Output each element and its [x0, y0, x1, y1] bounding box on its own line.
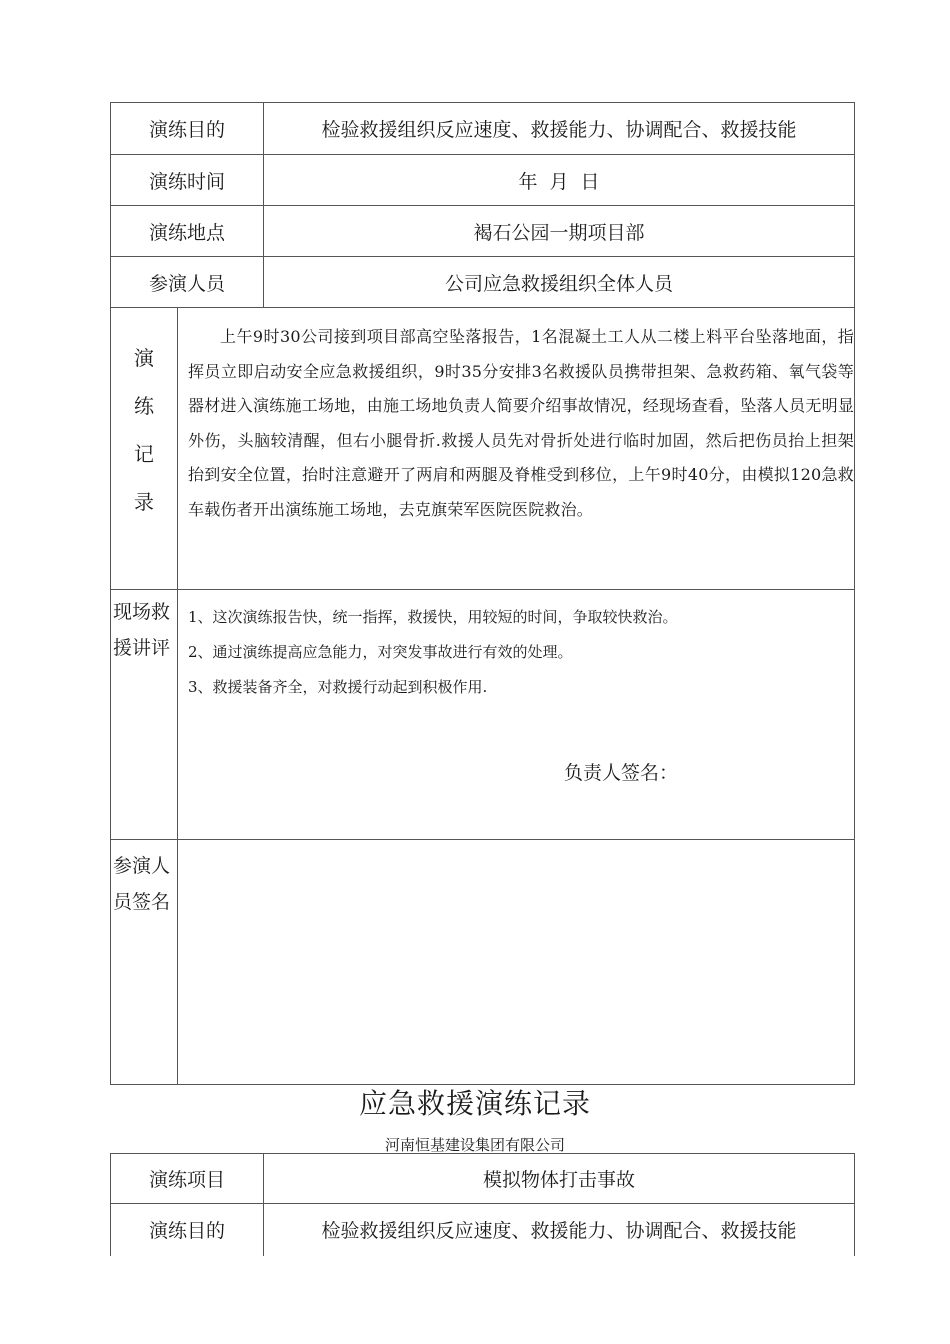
- table-row: [111, 155, 855, 206]
- record-label-char: 记: [134, 442, 154, 466]
- table-row: [111, 1154, 855, 1204]
- sign-area: [178, 840, 855, 1085]
- participants-label: 参演人员: [111, 257, 264, 308]
- purpose-value: 检验救援组织反应速度、救援能力、协调配合、救援技能: [264, 103, 855, 155]
- record-label-char: 练: [134, 394, 154, 418]
- company-name: 河南恒基建设集团有限公司: [384, 1136, 565, 1154]
- record-text-cell: [178, 308, 855, 590]
- table-row: [111, 1204, 855, 1256]
- drill-record-table-2: [110, 1153, 855, 1256]
- table-row: [111, 590, 855, 840]
- project-value: 模拟物体打击事故: [264, 1154, 855, 1204]
- purpose-value-2: 检验救援组织反应速度、救援能力、协调配合、救援技能: [264, 1204, 855, 1256]
- record-label-char: 演: [134, 346, 154, 370]
- record-label: [111, 308, 178, 590]
- table-row: [111, 103, 855, 155]
- table-row: [111, 840, 855, 1085]
- time-value: 年 月 日: [264, 155, 855, 206]
- record-text: 上午9时30公司接到项目部高空坠落报告，1名混凝土工人从二楼上料平台坠落地面，指挥员立即启动安全应急救援组织，9时35分安排3名救援队员携带担架、急救药箱、氧气袋等器材进入演练施工场地，由施工场地负责人简要介绍事故情况，经现场查看，坠落人员无明显外伤，头脑较清醒，但右小腿骨折.救援人员先对骨折处进行临时加固，然后把伤员抬上担架抬到安全位置，抬时注意避开了两肩和两腿及脊椎受到移位，上午9时40分，由模拟120急救车载伤者开出演练施工场地，去克旗荣军医院医院救治。: [188, 327, 855, 519]
- record-label-char: 录: [134, 490, 154, 514]
- purpose-label: 演练目的: [111, 103, 264, 155]
- comment-cell: [178, 590, 855, 840]
- sign-label: 参演人员签名: [111, 840, 178, 1085]
- table-row: [111, 206, 855, 257]
- time-label: 演练时间: [111, 155, 264, 206]
- participants-value: 公司应急救援组织全体人员: [264, 257, 855, 308]
- table-row: [111, 257, 855, 308]
- drill-record-table: [110, 102, 855, 1085]
- signer-label: 负责人签名：: [564, 762, 679, 784]
- place-value: 褐石公园一期项目部: [264, 206, 855, 257]
- project-label: 演练项目: [111, 1154, 264, 1204]
- place-label: 演练地点: [111, 206, 264, 257]
- comment-label: 现场救援讲评: [111, 590, 178, 840]
- purpose-label-2: 演练目的: [111, 1204, 264, 1256]
- page-title: 应急救援演练记录: [358, 1087, 591, 1120]
- table-row: [111, 308, 855, 590]
- comment-item: 3、救援装备齐全，对救援行动起到积极作用.: [188, 678, 488, 696]
- comment-item: 2、通过演练提高应急能力，对突发事故进行有效的处理。: [188, 643, 573, 661]
- comment-item: 1、这次演练报告快，统一指挥，救援快，用较短的时间，争取较快救治。: [188, 608, 678, 626]
